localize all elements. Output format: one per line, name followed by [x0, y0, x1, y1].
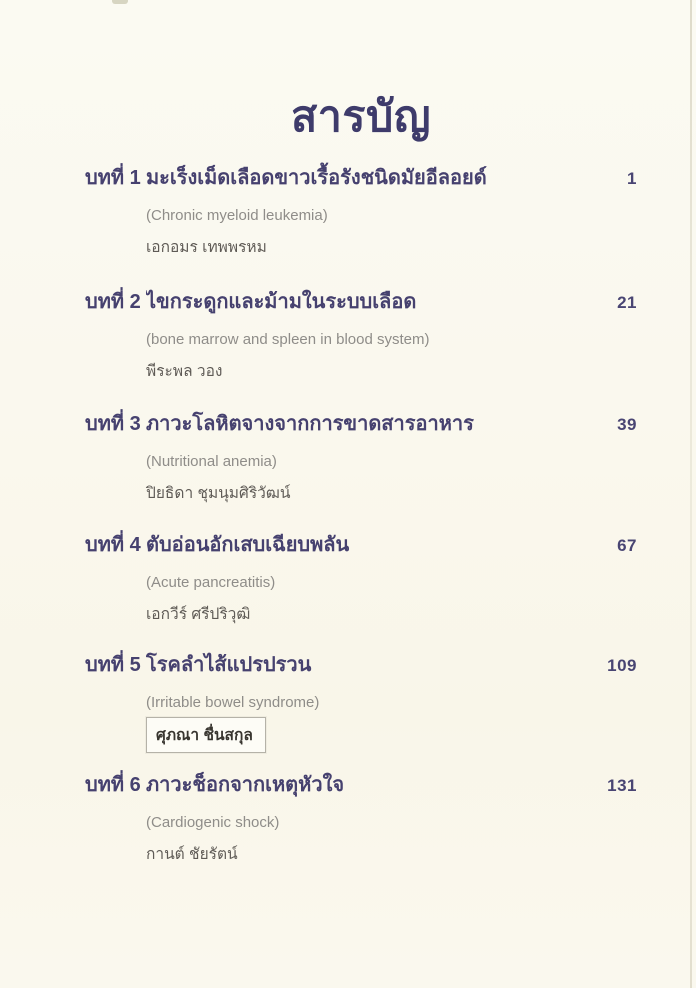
chapter-page-number: 1: [627, 169, 637, 188]
chapter-page-number: 21: [617, 293, 637, 312]
toc-entry-chapter-4: [85, 528, 637, 626]
chapter-label: บทที่ 3: [85, 413, 141, 435]
chapter-heading-row: [85, 648, 637, 680]
chapter-subtitle-en: (Cardiogenic shock): [146, 814, 280, 831]
chapter-page-number: 39: [617, 415, 637, 434]
chapter-page-number: 67: [617, 536, 637, 555]
chapter-author: เอกวีร์ ศรีปริวุฒิ: [146, 606, 251, 623]
chapter-title: มะเร็งเม็ดเลือดขาวเรื้อรังชนิดมัยอีลอยด์: [146, 167, 487, 189]
toc-entry-chapter-2: [85, 285, 637, 383]
page-edge-shadow: [690, 0, 692, 988]
chapter-label: บทที่ 6: [85, 774, 141, 796]
chapter-label: บทที่ 5: [85, 654, 141, 676]
chapter-heading-row: [85, 285, 637, 317]
chapter-label: บทที่ 1: [85, 167, 141, 189]
chapter-heading-row: [85, 528, 637, 560]
chapter-subtitle-en: (bone marrow and spleen in blood system): [146, 331, 430, 348]
chapter-page-number: 131: [607, 776, 637, 795]
toc-entry-chapter-5: [85, 648, 637, 753]
toc-entry-chapter-6: [85, 768, 637, 866]
chapter-heading-row: [85, 768, 637, 800]
chapter-subtitle-en: (Nutritional anemia): [146, 453, 277, 470]
chapter-subtitle-en: (Chronic myeloid leukemia): [146, 207, 328, 224]
chapter-author: เอกอมร เทพพรหม: [146, 239, 267, 256]
chapter-title: ภาวะช็อกจากเหตุหัวใจ: [146, 774, 345, 796]
chapter-author: ปิยธิดา ชุมนุมศิริวัฒน์: [146, 485, 291, 502]
chapter-author-correction-slip: ศุภณา ชื่นสกุล: [146, 717, 266, 753]
chapter-label: บทที่ 4: [85, 534, 141, 556]
chapter-author: พีระพล วอง: [146, 363, 223, 380]
toc-entry-chapter-3: [85, 407, 637, 505]
chapter-title: ตับอ่อนอักเสบเฉียบพลัน: [146, 534, 350, 556]
chapter-title: ภาวะโลหิตจางจากการขาดสารอาหาร: [146, 413, 474, 435]
chapter-page-number: 109: [607, 656, 637, 675]
chapter-title: โรคลำไส้แปรปรวน: [146, 654, 312, 676]
toc-content: [85, 0, 637, 988]
chapter-title: ไขกระดูกและม้ามในระบบเลือด: [146, 291, 417, 313]
chapter-author: กานต์ ชัยรัตน์: [146, 846, 238, 863]
chapter-label: บทที่ 2: [85, 291, 141, 313]
chapter-subtitle-en: (Irritable bowel syndrome): [146, 694, 320, 711]
chapter-heading-row: [85, 161, 637, 193]
page-title: สารบัญ: [291, 93, 431, 141]
chapter-subtitle-en: (Acute pancreatitis): [146, 574, 276, 591]
chapter-heading-row: [85, 407, 637, 439]
toc-entry-chapter-1: [85, 161, 637, 259]
